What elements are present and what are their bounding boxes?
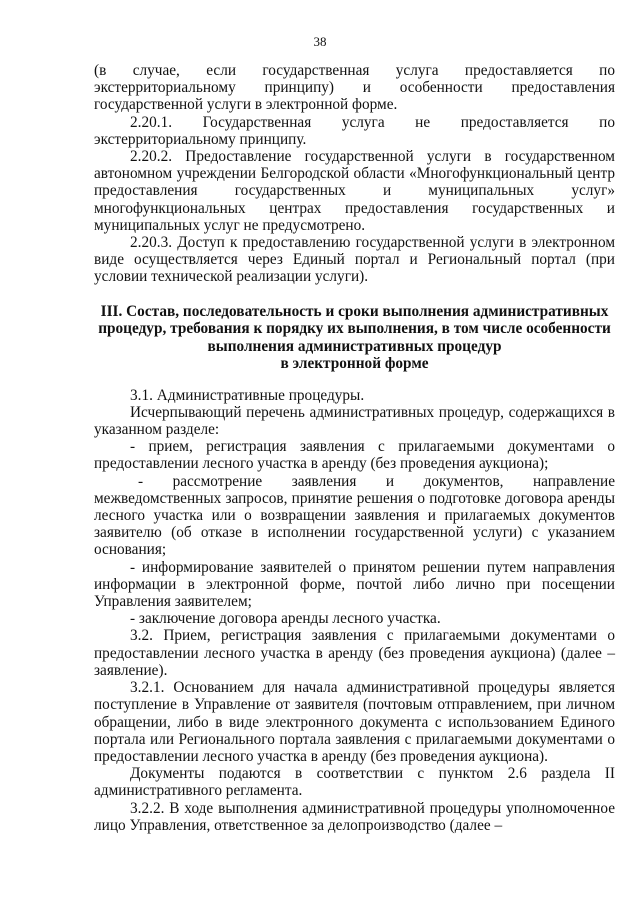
paragraph: Исчерпывающий перечень административных процедур, содержащихся в указанном разделе: — [94, 403, 615, 439]
paragraph: 3.2.1. Основанием для начала административной процедуры является поступление в Управление от заявителя (почтовым отправлением, при личном обращении, либо в виде электронного документа с использованием Единого портала или Регионального портала заявления с прилагаемыми документами о предоставлении лесного участка в аренду (без проведения аукциона). — [94, 679, 615, 765]
section-heading — [94, 303, 615, 373]
list-item: - заключение договора аренды лесного участка. — [130, 610, 441, 628]
paragraph: 3.2. Прием, регистрация заявления с прилагаемыми документами о предоставлении лесного участка в аренду (без проведения аукциона) (далее – заявление). — [94, 627, 615, 679]
paragraph: 2.20.1. Государственная услуга не предоставляется по экстерриториальному принципу. — [94, 113, 615, 148]
document-body — [94, 62, 615, 834]
page-number: 38 — [313, 34, 327, 49]
list-item: - рассмотрение заявления и документов, направление межведомственных запросов, принятие решения о подготовке договора аренды лесного участка или о возвращении заявления и прилагаемых документов заявителю (об отказе в исполнении государственной услуги) с указанием основания; — [94, 472, 615, 559]
section-heading-line: в электронной форме — [280, 355, 429, 373]
paragraph: Документы подаются в соответствии с пунктом 2.6 раздела II административного регламента. — [94, 765, 615, 800]
paragraph: 2.20.3. Доступ к предоставлению государственной услуги в электронном виде осуществляется через Единый портал и Региональный портал (при условии технической реализации услуги). — [94, 234, 615, 286]
section-heading-line: процедур, требования к порядку их выполнения, в том числе особенности — [98, 320, 611, 338]
paragraph: (в случае, если государственная услуга предоставляется по экстерриториальному принципу) и особенности предоставления государственной услуги в электронной форме. — [94, 62, 615, 114]
paragraph: 2.20.2. Предоставление государственной услуги в государственном автономном учреждении Белгородской области «Многофункциональный центр предоставления государственных и муниципальных услуг» многофункциональных центрах предоставления государственных и муниципальных услуг не предусмотрено. — [94, 148, 615, 234]
section-heading-line: выполнения административных процедур — [207, 337, 502, 355]
paragraph: 3.2.2. В ходе выполнения административной процедуры уполномоченное лицо Управления, ответственное за делопроизводство (далее – — [94, 799, 615, 834]
section-heading-line: III. Состав, последовательность и сроки выполнения административных — [100, 302, 609, 320]
list-item: - прием, регистрация заявления с прилагаемыми документами о предоставлении лесного участка в аренду (без проведения аукциона); — [94, 438, 615, 473]
list-item: - информирование заявителей о принятом решении путем направления информации в электронной форме, почтой либо лично при посещении Управления заявителем; — [94, 558, 615, 611]
paragraph: 3.1. Административные процедуры. — [130, 386, 365, 404]
